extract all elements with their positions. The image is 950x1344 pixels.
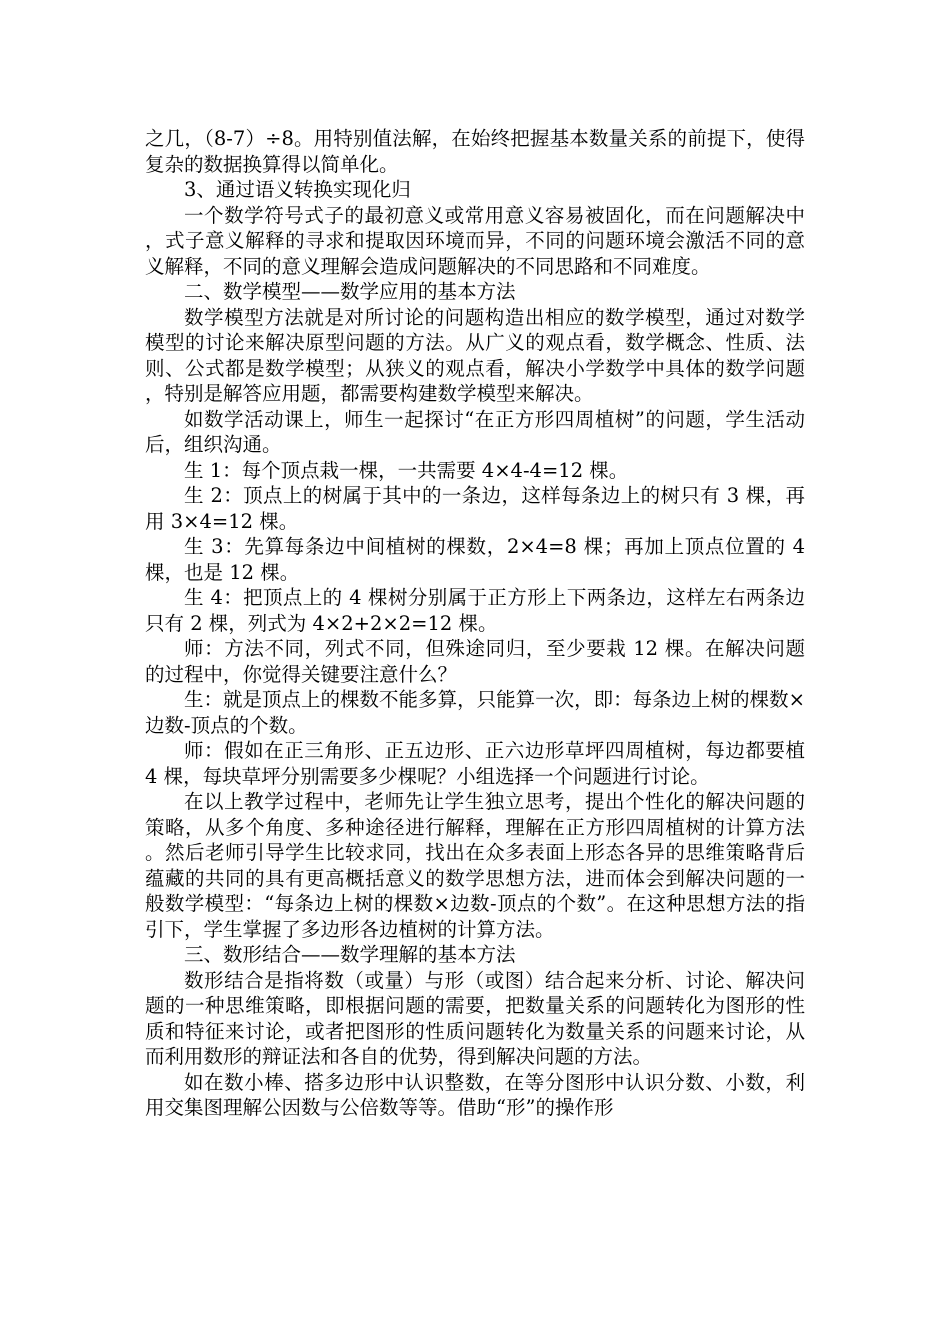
paragraph-number-shape-examples: 如在数小棒、搭多边形中认识整数，在等分图形中认识分数、小数，利用交集图理解公因数与公倍数等等。借助“形”的操作形 <box>145 1070 805 1119</box>
section-heading-math-model: 二、数学模型——数学应用的基本方法 <box>184 280 516 303</box>
paragraph-continuation: 之几，（8-7）÷8。用特别值法解，在始终把握基本数量关系的前提下，使得复杂的数据换算得以简单化。 <box>145 127 805 176</box>
paragraph-number-shape-definition: 数形结合是指将数（或量）与形（或图）结合起来分析、讨论、解决问题的一种思维策略，即根据问题的需要，把数量关系的问题转化为图形的性质和特征来讨论，或者把图形的性质问题转化为数量关系的问题来讨论，从而利用数形的辩证法和各自的优势，得到解决问题的方法。 <box>145 968 805 1068</box>
paragraph-teacher-2: 师：假如在正三角形、正五边形、正六边形草坪四周植树，每边都要植 4 棵，每块草坪分别需要多少棵呢？小组选择一个问题进行讨论。 <box>145 739 805 788</box>
paragraph-example-intro: 如数学活动课上，师生一起探讨“在正方形四周植树”的问题，学生活动后，组织沟通。 <box>145 407 805 456</box>
paragraph-student-2: 生 2：顶点上的树属于其中的一条边，这样每条边上的树只有 3 棵，再用 3×4=12 棵。 <box>145 484 805 533</box>
document-page <box>145 126 805 1121</box>
paragraph-model-definition: 数学模型方法就是对所讨论的问题构造出相应的数学模型，通过对数学模型的讨论来解决原型问题的方法。从广义的观点看，数学概念、性质、法则、公式都是数学模型；从狭义的观点看，解决小学数学中具体的数学问题，特别是解答应用题，都需要构建数学模型来解决。 <box>145 305 805 405</box>
paragraph-student-3: 生 3：先算每条边中间植树的棵数，2×4=8 棵；再加上顶点位置的 4 棵，也是 12 棵。 <box>145 535 805 584</box>
paragraph-student-1: 生 1：每个顶点栽一棵，一共需要 4×4-4=12 棵。 <box>184 458 629 482</box>
subsection-heading-3: 3、通过语义转换实现化归 <box>184 178 411 201</box>
paragraph-student-answer: 生：就是顶点上的棵数不能多算，只能算一次，即：每条边上树的棵数×边数-顶点的个数。 <box>145 688 805 737</box>
paragraph-teacher-1: 师：方法不同，列式不同，但殊途同归，至少要栽 12 棵。在解决问题的过程中，你觉得关键要注意什么？ <box>145 637 805 686</box>
paragraph-semantic-conversion: 一个数学符号式子的最初意义或常用意义容易被固化，而在问题解决中，式子意义解释的寻求和提取因环境而异，不同的问题环境会激活不同的意义解释，不同的意义理解会造成问题解决的不同思路和不同难度。 <box>145 203 805 278</box>
paragraph-teaching-summary: 在以上教学过程中，老师先让学生独立思考，提出个性化的解决问题的策略，从多个角度、多种途径进行解释，理解在正方形四周植树的计算方法。然后老师引导学生比较求同，找出在众多表面上形态各异的思维策略背后蕴藏的共同的具有更高概括意义的数学思想方法，进而体会到解决问题的一般数学模型：“每条边上树的棵数×边数-顶点的个数”。在这种思想方法的指引下，学生掌握了多边形各边植树的计算方法。 <box>145 790 805 941</box>
section-heading-number-shape: 三、数形结合——数学理解的基本方法 <box>184 943 516 966</box>
paragraph-student-4: 生 4：把顶点上的 4 棵树分别属于正方形上下两条边，这样左右两条边只有 2 棵，列式为 4×2+2×2=12 棵。 <box>145 586 805 635</box>
